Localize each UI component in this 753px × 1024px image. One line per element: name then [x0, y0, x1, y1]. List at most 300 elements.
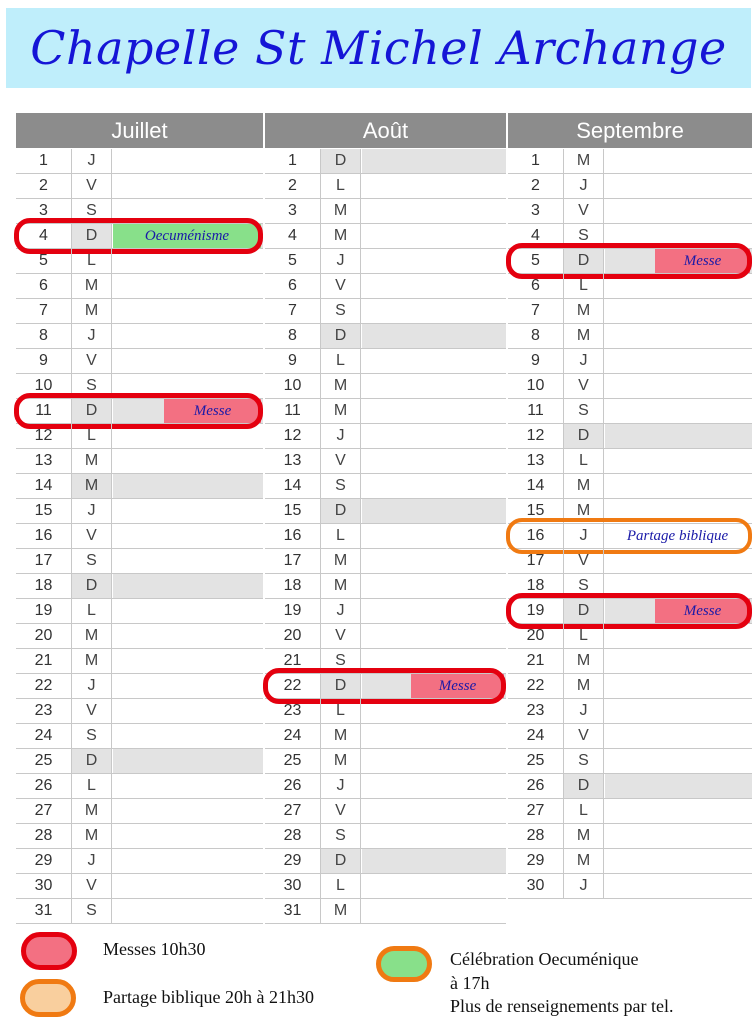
day-event-cell	[113, 624, 263, 648]
day-row	[16, 874, 263, 899]
day-letter: V	[72, 699, 112, 723]
day-letter: S	[564, 399, 604, 423]
day-letter: J	[564, 349, 604, 373]
day-row	[16, 249, 263, 274]
day-number: 17	[265, 549, 321, 573]
month-column	[508, 113, 752, 899]
day-letter: V	[321, 274, 361, 298]
day-row	[16, 649, 263, 674]
day-number: 25	[508, 749, 564, 773]
day-number: 11	[16, 399, 72, 423]
day-number: 4	[508, 224, 564, 248]
day-letter: D	[321, 324, 361, 348]
day-letter: D	[321, 674, 361, 698]
day-number: 5	[508, 249, 564, 273]
day-number: 19	[508, 599, 564, 623]
day-row	[16, 599, 263, 624]
day-letter: M	[72, 449, 112, 473]
day-number: 20	[508, 624, 564, 648]
day-event-cell	[362, 649, 506, 673]
day-row	[508, 624, 752, 649]
day-row	[265, 349, 506, 374]
day-row	[16, 849, 263, 874]
day-row	[265, 399, 506, 424]
day-letter: J	[72, 849, 112, 873]
day-number: 15	[265, 499, 321, 523]
day-letter: D	[72, 749, 112, 773]
day-letter: D	[564, 424, 604, 448]
day-row	[265, 449, 506, 474]
day-number: 12	[16, 424, 72, 448]
day-letter: S	[321, 649, 361, 673]
day-letter: M	[72, 274, 112, 298]
day-letter: S	[72, 199, 112, 223]
day-row	[508, 449, 752, 474]
legend	[0, 926, 753, 1024]
day-letter: V	[72, 174, 112, 198]
day-number: 2	[508, 174, 564, 198]
day-event-cell	[605, 524, 752, 548]
day-row	[16, 224, 263, 249]
day-letter: L	[321, 349, 361, 373]
day-event-cell	[605, 574, 752, 598]
day-event-cell	[605, 299, 752, 323]
day-number: 27	[265, 799, 321, 823]
title-banner	[6, 8, 751, 88]
day-letter: M	[72, 649, 112, 673]
day-event-cell	[113, 874, 263, 898]
day-event-cell	[605, 349, 752, 373]
day-event-cell	[113, 424, 263, 448]
day-letter: M	[72, 824, 112, 848]
day-letter: V	[321, 624, 361, 648]
day-event-cell	[113, 274, 263, 298]
day-row	[16, 174, 263, 199]
day-letter: S	[564, 749, 604, 773]
day-event-cell	[362, 149, 506, 173]
day-number: 13	[16, 449, 72, 473]
day-number: 9	[265, 349, 321, 373]
day-row	[265, 774, 506, 799]
day-letter: S	[72, 724, 112, 748]
day-letter: D	[72, 399, 112, 423]
day-letter: M	[72, 624, 112, 648]
day-number: 20	[265, 624, 321, 648]
day-row	[16, 624, 263, 649]
day-row	[16, 774, 263, 799]
day-event-cell	[362, 699, 506, 723]
day-number: 7	[16, 299, 72, 323]
day-number: 18	[16, 574, 72, 598]
day-letter: V	[72, 349, 112, 373]
day-event-cell	[362, 424, 506, 448]
day-letter: V	[72, 524, 112, 548]
day-number: 24	[508, 724, 564, 748]
day-event-cell	[605, 224, 752, 248]
day-event-cell	[605, 699, 752, 723]
legend-partage-label: Partage biblique 20h à 21h30	[103, 987, 314, 1007]
day-letter: J	[564, 524, 604, 548]
day-number: 14	[16, 474, 72, 498]
day-number: 16	[508, 524, 564, 548]
day-event-cell	[362, 549, 506, 573]
day-number: 19	[16, 599, 72, 623]
day-number: 20	[16, 624, 72, 648]
month-header: Septembre	[508, 113, 752, 148]
day-letter: S	[321, 299, 361, 323]
day-event-cell	[605, 549, 752, 573]
day-event-cell	[362, 849, 506, 873]
day-row	[508, 674, 752, 699]
day-number: 2	[16, 174, 72, 198]
calendar-grid	[16, 113, 752, 926]
day-letter: M	[564, 824, 604, 848]
day-event-cell	[113, 499, 263, 523]
day-letter: V	[564, 724, 604, 748]
legend-messe-swatch	[21, 932, 77, 970]
day-row	[508, 874, 752, 899]
day-row	[508, 599, 752, 624]
day-event-cell	[113, 324, 263, 348]
day-event-cell	[362, 599, 506, 623]
day-event-cell	[605, 474, 752, 498]
day-row	[508, 824, 752, 849]
day-letter: S	[564, 224, 604, 248]
day-row	[508, 699, 752, 724]
day-letter: J	[72, 499, 112, 523]
month-column	[16, 113, 263, 924]
day-event-cell	[362, 624, 506, 648]
day-letter: L	[72, 774, 112, 798]
day-row	[508, 549, 752, 574]
month-column	[265, 113, 506, 924]
day-letter: M	[321, 399, 361, 423]
day-row	[16, 374, 263, 399]
day-number: 17	[16, 549, 72, 573]
day-letter: M	[321, 549, 361, 573]
day-letter: V	[564, 199, 604, 223]
day-event-cell	[113, 899, 263, 923]
day-row	[508, 149, 752, 174]
day-row	[16, 499, 263, 524]
day-row	[508, 324, 752, 349]
day-letter: M	[72, 799, 112, 823]
day-letter: L	[72, 424, 112, 448]
day-row	[508, 799, 752, 824]
day-number: 24	[16, 724, 72, 748]
day-event-cell	[113, 474, 263, 498]
day-event-cell	[605, 599, 752, 623]
day-number: 1	[508, 149, 564, 173]
day-letter: V	[564, 374, 604, 398]
day-number: 8	[16, 324, 72, 348]
day-row	[265, 249, 506, 274]
day-event-cell	[362, 574, 506, 598]
day-number: 21	[16, 649, 72, 673]
day-number: 30	[265, 874, 321, 898]
day-number: 23	[508, 699, 564, 723]
event-messe-label: Messe	[655, 599, 750, 623]
day-event-cell	[605, 199, 752, 223]
day-row	[265, 899, 506, 924]
day-row	[265, 649, 506, 674]
day-row	[265, 599, 506, 624]
day-row	[508, 649, 752, 674]
day-letter: V	[564, 549, 604, 573]
day-row	[16, 799, 263, 824]
legend-celebration-swatch	[376, 946, 432, 982]
day-number: 26	[508, 774, 564, 798]
day-event-cell	[362, 524, 506, 548]
day-letter: M	[564, 674, 604, 698]
day-number: 13	[508, 449, 564, 473]
day-letter: M	[321, 899, 361, 923]
day-letter: J	[564, 699, 604, 723]
day-row	[16, 549, 263, 574]
day-row	[508, 199, 752, 224]
day-letter: L	[564, 449, 604, 473]
day-letter: L	[321, 524, 361, 548]
day-event-cell	[113, 249, 263, 273]
day-number: 25	[265, 749, 321, 773]
event-messe-label: Messe	[411, 674, 504, 698]
day-number: 26	[16, 774, 72, 798]
day-row	[508, 374, 752, 399]
day-number: 23	[265, 699, 321, 723]
day-number: 9	[16, 349, 72, 373]
day-row	[16, 699, 263, 724]
day-row	[16, 724, 263, 749]
day-event-cell	[605, 424, 752, 448]
legend-messe-label: Messes 10h30	[103, 939, 206, 959]
day-event-cell	[605, 399, 752, 423]
day-event-cell	[362, 249, 506, 273]
day-event-cell	[605, 849, 752, 873]
day-event-cell	[113, 174, 263, 198]
day-number: 8	[508, 324, 564, 348]
day-letter: D	[564, 249, 604, 273]
day-row	[265, 524, 506, 549]
day-row	[265, 874, 506, 899]
day-row	[16, 449, 263, 474]
day-number: 21	[265, 649, 321, 673]
day-letter: M	[321, 749, 361, 773]
day-number: 5	[16, 249, 72, 273]
day-event-cell	[113, 449, 263, 473]
day-number: 4	[16, 224, 72, 248]
day-number: 11	[265, 399, 321, 423]
day-number: 30	[508, 874, 564, 898]
day-event-cell	[605, 799, 752, 823]
day-row	[265, 574, 506, 599]
day-letter: V	[321, 799, 361, 823]
legend-celebration-label: Célébration Oecuménique	[450, 949, 639, 969]
day-row	[16, 424, 263, 449]
day-row	[265, 749, 506, 774]
day-number: 1	[16, 149, 72, 173]
day-event-cell	[113, 849, 263, 873]
day-number: 17	[508, 549, 564, 573]
day-row	[16, 674, 263, 699]
day-letter: J	[321, 424, 361, 448]
day-letter: M	[321, 224, 361, 248]
day-event-cell	[362, 274, 506, 298]
day-event-cell	[605, 749, 752, 773]
day-row	[265, 674, 506, 699]
day-number: 28	[265, 824, 321, 848]
day-number: 16	[265, 524, 321, 548]
day-number: 10	[265, 374, 321, 398]
day-number: 28	[508, 824, 564, 848]
day-row	[265, 624, 506, 649]
day-event-cell	[605, 499, 752, 523]
day-row	[508, 474, 752, 499]
day-event-cell	[362, 749, 506, 773]
day-row	[508, 274, 752, 299]
day-letter: D	[72, 224, 112, 248]
day-letter: M	[321, 374, 361, 398]
day-letter: S	[72, 549, 112, 573]
day-row	[265, 224, 506, 249]
day-letter: S	[72, 374, 112, 398]
day-row	[265, 799, 506, 824]
day-event-cell	[113, 224, 263, 248]
day-letter: D	[321, 849, 361, 873]
day-letter: D	[72, 574, 112, 598]
day-letter: J	[321, 774, 361, 798]
day-number: 7	[508, 299, 564, 323]
page-title: Chapelle St Michel Archange	[30, 21, 727, 75]
day-row	[265, 299, 506, 324]
day-row	[265, 174, 506, 199]
day-event-cell	[362, 474, 506, 498]
day-row	[508, 524, 752, 549]
day-number: 22	[265, 674, 321, 698]
day-number: 3	[16, 199, 72, 223]
day-event-cell	[113, 374, 263, 398]
day-row	[16, 824, 263, 849]
day-event-cell	[362, 399, 506, 423]
day-row	[508, 574, 752, 599]
day-event-cell	[113, 724, 263, 748]
day-letter: D	[321, 149, 361, 173]
day-number: 29	[508, 849, 564, 873]
day-event-cell	[113, 749, 263, 773]
day-row	[265, 424, 506, 449]
day-row	[508, 349, 752, 374]
day-letter: J	[72, 674, 112, 698]
day-event-cell	[362, 724, 506, 748]
day-letter: M	[72, 474, 112, 498]
day-number: 3	[265, 199, 321, 223]
day-event-cell	[605, 824, 752, 848]
day-event-cell	[362, 224, 506, 248]
day-event-cell	[113, 349, 263, 373]
day-number: 27	[508, 799, 564, 823]
day-row	[508, 249, 752, 274]
day-row	[265, 824, 506, 849]
day-letter: D	[564, 599, 604, 623]
day-row	[265, 149, 506, 174]
day-letter: M	[564, 299, 604, 323]
legend-info-text: Plus de renseignements par tel.	[450, 996, 674, 1016]
legend-celebration-time: à 17h	[450, 973, 490, 993]
day-row	[265, 474, 506, 499]
day-row	[508, 749, 752, 774]
day-number: 6	[265, 274, 321, 298]
day-number: 14	[508, 474, 564, 498]
day-letter: J	[72, 149, 112, 173]
day-number: 18	[265, 574, 321, 598]
day-number: 4	[265, 224, 321, 248]
day-event-cell	[113, 299, 263, 323]
day-letter: V	[321, 449, 361, 473]
day-number: 10	[16, 374, 72, 398]
day-number: 11	[508, 399, 564, 423]
day-number: 8	[265, 324, 321, 348]
day-event-cell	[362, 374, 506, 398]
day-event-cell	[113, 674, 263, 698]
day-number: 15	[508, 499, 564, 523]
day-event-cell	[362, 199, 506, 223]
day-letter: L	[72, 249, 112, 273]
day-number: 9	[508, 349, 564, 373]
day-row	[265, 374, 506, 399]
day-number: 1	[265, 149, 321, 173]
day-event-cell	[362, 449, 506, 473]
day-event-cell	[605, 774, 752, 798]
day-event-cell	[113, 399, 263, 423]
day-letter: J	[564, 174, 604, 198]
day-row	[508, 424, 752, 449]
day-event-cell	[605, 149, 752, 173]
day-letter: L	[321, 874, 361, 898]
day-row	[265, 199, 506, 224]
day-event-cell	[605, 874, 752, 898]
day-letter: S	[72, 899, 112, 923]
day-row	[265, 699, 506, 724]
day-letter: S	[564, 574, 604, 598]
day-number: 21	[508, 649, 564, 673]
day-letter: J	[564, 874, 604, 898]
day-letter: D	[564, 774, 604, 798]
day-event-cell	[605, 324, 752, 348]
day-event-cell	[362, 799, 506, 823]
day-number: 15	[16, 499, 72, 523]
day-event-cell	[362, 824, 506, 848]
day-event-cell	[113, 699, 263, 723]
legend-partage-swatch	[20, 979, 76, 1017]
day-event-cell	[113, 824, 263, 848]
day-letter: L	[321, 699, 361, 723]
day-number: 12	[508, 424, 564, 448]
day-event-cell	[113, 599, 263, 623]
day-letter: J	[321, 249, 361, 273]
day-number: 3	[508, 199, 564, 223]
day-letter: L	[72, 599, 112, 623]
day-letter: L	[564, 624, 604, 648]
day-letter: J	[321, 599, 361, 623]
day-event-cell	[113, 524, 263, 548]
day-number: 28	[16, 824, 72, 848]
day-event-cell	[362, 774, 506, 798]
day-number: 29	[16, 849, 72, 873]
day-row	[508, 174, 752, 199]
day-row	[265, 849, 506, 874]
day-row	[508, 499, 752, 524]
day-letter: V	[72, 874, 112, 898]
day-event-cell	[605, 724, 752, 748]
